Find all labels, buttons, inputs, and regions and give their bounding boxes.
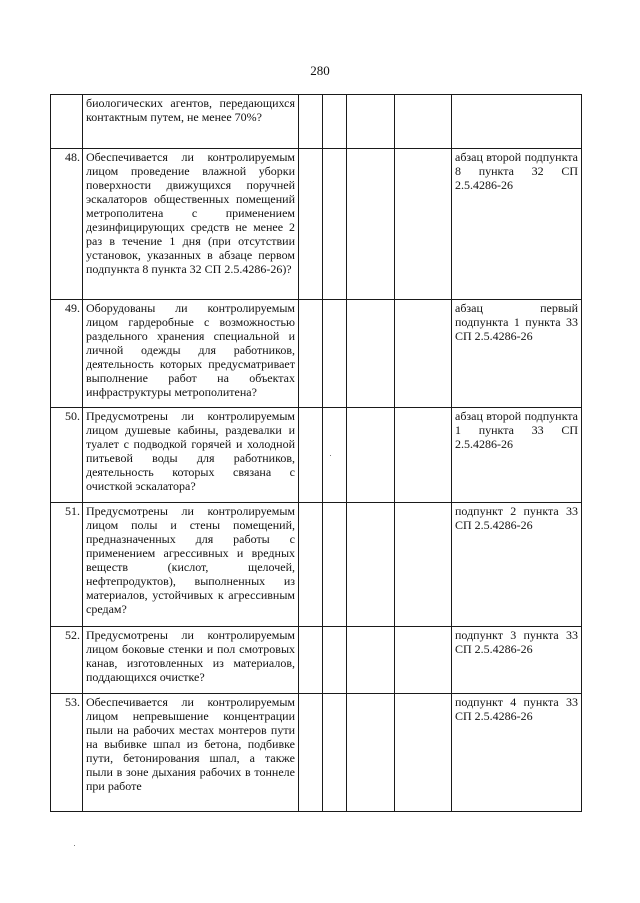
answer-cell-not-applicable xyxy=(347,149,395,300)
answer-cell-not-applicable xyxy=(347,408,395,503)
answer-cell-yes xyxy=(299,300,323,408)
row-number: 48. xyxy=(51,149,83,300)
requirement-reference xyxy=(452,95,582,149)
question-text: Предусмотрены ли контролируемым лицом боковые стенки и пол смотровых канав, изготовленных из материалов, поддающихся очистке? xyxy=(83,627,299,694)
note-cell xyxy=(395,503,452,627)
answer-cell-no xyxy=(323,503,347,627)
question-text: Предусмотрены ли контролируемым лицом душевые кабины, раздевалки и туалет с подводкой горячей и холодной питьевой воды для работников, деятельность которых связана с очисткой эскалатора? xyxy=(83,408,299,503)
answer-cell-no xyxy=(323,95,347,149)
requirement-reference: подпункт 2 пункта 33 СП 2.5.4286-26 xyxy=(452,503,582,627)
note-cell xyxy=(395,408,452,503)
scan-dust-mark xyxy=(74,845,75,846)
note-cell xyxy=(395,694,452,812)
answer-cell-not-applicable xyxy=(347,300,395,408)
question-text: Предусмотрены ли контролируемым лицом полы и стены помещений, предназначенных для работы с применением агрессивных и вредных веществ (кислот, щелочей, нефтепродуктов), выполненных из материалов, устойчивых к агрессивным средам? xyxy=(83,503,299,627)
question-text: биологических агентов, передающихся контактным путем, не менее 70%? xyxy=(83,95,299,149)
answer-cell-no xyxy=(323,694,347,812)
answer-cell-no xyxy=(323,408,347,503)
row-number: 51. xyxy=(51,503,83,627)
answer-cell-not-applicable xyxy=(347,694,395,812)
note-cell xyxy=(395,627,452,694)
note-cell xyxy=(395,149,452,300)
question-text: Обеспечивается ли контролируемым лицом проведение влажной уборки поверхности движущихся поручней эскалаторов общественных помещений метрополитена с применением дезинфицирующих средств не менее 2 раз в течение 1 дня (при отсутствии установок, указанных в абзаце первом подпункта 8 пункта 32 СП 2.5.4286-26)? xyxy=(83,149,299,300)
table-row xyxy=(51,694,582,812)
table-row xyxy=(51,408,582,503)
answer-cell-yes xyxy=(299,408,323,503)
question-text: Оборудованы ли контролируемым лицом гардеробные с возможностью раздельного хранения специальной и личной одежды для работников, деятельность которых предусматривает выполнение работ на объектах инфраструктуры метрополитена? xyxy=(83,300,299,408)
row-number: 53. xyxy=(51,694,83,812)
row-number xyxy=(51,95,83,149)
scan-dust-mark xyxy=(330,455,331,456)
table-row xyxy=(51,95,582,149)
requirement-reference: абзац первый подпункта 1 пункта 33 СП 2.5.4286-26 xyxy=(452,300,582,408)
answer-cell-not-applicable xyxy=(347,627,395,694)
question-text: Обеспечивается ли контролируемым лицом непревышение концентрации пыли на рабочих местах монтеров пути на выбивке шпал из бетона, подбивке пути, бетонирования шпал, а также пыли в зоне дыхания рабочих в тоннеле при работе xyxy=(83,694,299,812)
answer-cell-yes xyxy=(299,149,323,300)
page-number: 280 xyxy=(310,63,330,78)
requirement-reference: подпункт 3 пункта 33 СП 2.5.4286-26 xyxy=(452,627,582,694)
requirement-reference: абзац второй подпункта 1 пункта 33 СП 2.5.4286-26 xyxy=(452,408,582,503)
answer-cell-not-applicable xyxy=(347,95,395,149)
answer-cell-yes xyxy=(299,627,323,694)
table-row xyxy=(51,627,582,694)
answer-cell-no xyxy=(323,300,347,408)
note-cell xyxy=(395,300,452,408)
answer-cell-not-applicable xyxy=(347,503,395,627)
note-cell xyxy=(395,95,452,149)
requirement-reference: абзац второй подпункта 8 пункта 32 СП 2.5.4286-26 xyxy=(452,149,582,300)
answer-cell-no xyxy=(323,627,347,694)
table-row xyxy=(51,300,582,408)
answer-cell-no xyxy=(323,149,347,300)
row-number: 50. xyxy=(51,408,83,503)
row-number: 52. xyxy=(51,627,83,694)
answer-cell-yes xyxy=(299,95,323,149)
answer-cell-yes xyxy=(299,694,323,812)
requirement-reference: подпункт 4 пункта 33 СП 2.5.4286-26 xyxy=(452,694,582,812)
table-row xyxy=(51,503,582,627)
checklist-table xyxy=(50,94,582,812)
row-number: 49. xyxy=(51,300,83,408)
answer-cell-yes xyxy=(299,503,323,627)
table-row xyxy=(51,149,582,300)
